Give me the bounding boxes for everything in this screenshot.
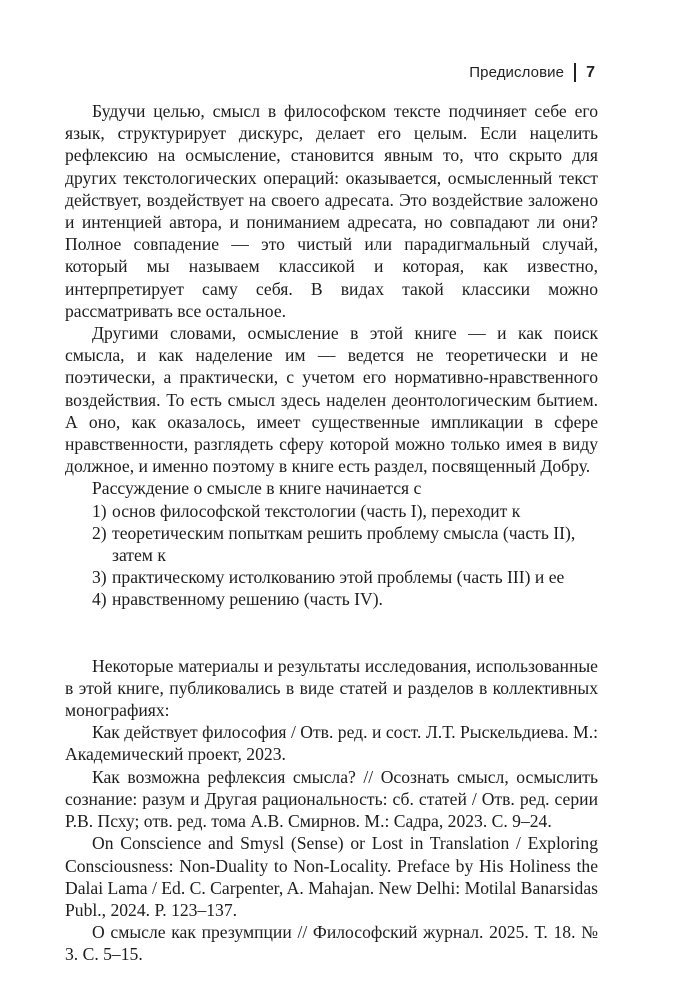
- publication-entry: Как действует философия / Отв. ред. и сост. Л.Т. Рыскельдиева. М.: Академический проект, 2023.: [65, 722, 598, 765]
- list-item-number: 4): [92, 589, 107, 610]
- publication-entry: Как возможна рефлексия смысла? // Осознать смысл, осмыслить сознание: разум и Другая рациональность: сб. статей / Отв. ред. серии Р.В. Псху; отв. ред. тома А.В. Смирнов. М.: Садра, 2023. С. 9–24.: [65, 766, 598, 832]
- publication-entry: О смысле как презумпции // Философский журнал. 2025. Т. 18. № 3. С. 5–15.: [65, 922, 598, 965]
- paragraph-in-other-words: Другими словами, осмысление в этой книге — и как поиск смысла, и как наделение им — ведется не теоретически и не поэтически, а практически, с учетом его нормативно-нравственного воздействия. То есть смысл здесь наделен деонтологическим бытием. А оно, как оказалось, имеет существенные импликации в сфере нравственности, разглядеть сферу которой можно только имея в виду должное, и именно поэтому в книге есть раздел, посвященный Добру.: [65, 323, 598, 477]
- list-item-text: практическому истолкованию этой проблемы (часть III) и ее: [112, 567, 565, 588]
- section-title: Предисловие: [469, 64, 565, 81]
- list-item-number: 2): [92, 522, 107, 543]
- list-item-number: 3): [92, 567, 107, 588]
- list-item-number: 1): [92, 500, 107, 521]
- parts-list: [65, 500, 598, 611]
- running-head: [469, 63, 595, 82]
- section-spacer: [65, 633, 598, 655]
- list-intro: Рассуждение о смысле в книге начинается с: [92, 478, 422, 499]
- publications-intro: Некоторые материалы и результаты исследования, использованные в этой книге, публиковались в виде статей и разделов в коллективных монографиях:: [65, 655, 598, 721]
- list-item-text: теоретическим попыткам решить проблему смысла (часть II), затем к: [112, 522, 576, 566]
- list-item: [92, 588, 598, 610]
- list-item-text: основ философской текстологии (часть I), переходит к: [112, 500, 521, 521]
- page-number: 7: [586, 63, 595, 81]
- list-item: [92, 500, 598, 522]
- section-spacer: [65, 611, 598, 633]
- list-item: [92, 522, 598, 566]
- header-divider: [574, 63, 576, 82]
- main-text: [65, 100, 598, 966]
- publication-entry: On Conscience and Smysl (Sense) or Lost in Translation / Exploring Consciousness: Non-Duality to Non-Locality. Preface by His Holiness the Dalai Lama / Ed. C. Carpenter, A. Mahajan. New Delhi: Motilal Banarsidas Publ., 2024. P. 123–137.: [65, 833, 598, 920]
- list-item: [92, 566, 598, 588]
- paragraph-purpose: Будучи целью, смысл в философском тексте подчиняет себе его язык, структурирует дискурс, делает его целым. Если нацелить рефлексию на осмысление, становится явным то, что скрыто для других текстологических операций: оказывается, осмысленный текст действует, воздействует на своего адресата. Это воздействие заложено и интенцией автора, и пониманием адресата, но совпадают ли они? Полное совпадение — это чистый или парадигмальный случай, который мы называем классикой и которая, как известно, интерпретирует саму себя. В видах такой классики можно рассматривать все остальное.: [65, 101, 598, 321]
- list-item-text: нравственному решению (часть IV).: [112, 589, 383, 610]
